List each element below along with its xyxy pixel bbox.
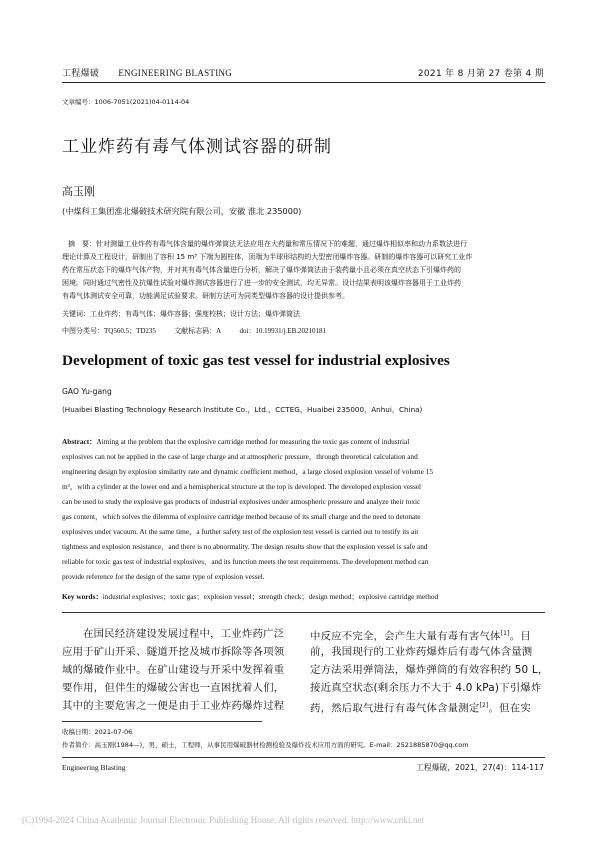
footer-rule [62, 757, 545, 758]
abstract-cn-line: 理论计算及工程设计，研制出了容积 15 m³ 下端为圆柱体，顶端为半球形结构的大型密闭爆炸容器。研制的爆炸容器可以研究工业炸 [62, 253, 473, 261]
abstract-cn-line: 有毒气体测试安全可靠，功能满足试验要求。研制方法可为同类型爆炸容器的设计提供参考。 [62, 292, 349, 300]
abstract-en-line: Abstract：Aiming at the problem that the explosive cartridge method for measuring the toxic gas content of industrial [62, 437, 410, 446]
abstract-en-line: explosives can not be applied in the case of large charge and at atmospheric pressure，through theoretical calculation and [62, 452, 418, 461]
doi-label: doi： [239, 327, 256, 335]
cnki-watermark: (C)1994-2024 China Academic Journal Electronic Publishing House. All rights reserved. http://www.cnki.net [22, 815, 425, 825]
article-number: 文章编号：1006-7051(2021)04-0114-04 [62, 98, 190, 106]
keywords-en: Key words：industrial explosives；toxic gas；explosion vessel；strength check；design method；explosive cartridge method [62, 592, 439, 601]
abstract-en-label: Abstract： [62, 437, 97, 446]
footer-left: Engineering Blasting [62, 763, 126, 772]
classification-line [62, 326, 544, 337]
abstract-cn-line: 摘 要：针对测量工业炸药有毒气体含量的爆炸弹筒法无法应用在大药量和常压情况下的难题，通过爆炸相似率和动力系数法进行 [68, 240, 467, 248]
body-right-line: 定方法采用弹筒法，爆炸弹筒的有效容积约 50 L， [310, 664, 549, 676]
clc-label: 中图分类号： [62, 327, 104, 335]
body-right-line: 药，然后取气进行有毒气体含量测定[2]。但在实 [310, 702, 531, 715]
abstract-rule [62, 612, 545, 613]
title-en: Development of toxic gas test vessel for industrial explosives [62, 352, 450, 369]
body-left-line: 在国民经济建设发展过程中，工业炸药广泛 [83, 628, 285, 640]
header-rule [62, 82, 545, 83]
body-right-line: 接近真空状态(剩余压力不大于 4.0 kPa)下引爆炸 [310, 682, 542, 694]
citation-ref[interactable]: [1] [500, 630, 510, 637]
author-bio: 作者简介：高玉刚(1984—)，男，硕士，工程师，从事民用爆破器材检测检验及爆炸技术应用方面的研究。E-mail：2521885870@qq.com [62, 741, 469, 749]
clc-value: TQ560.5；TD235 [104, 327, 156, 335]
doi-value: 10.19931/j.EB.20210181 [255, 327, 326, 335]
abstract-cn-line: 药在常压状态下的爆炸气体产物，并对其有毒气体含量进行分析，解决了爆炸弹筒法由于装药量小且必须在真空状态下引爆炸药的 [62, 266, 461, 274]
abstract-en-line: m³，with a cylinder at the lower end and a hemispherical structure at the top is developed. The developed explosion vessel [62, 482, 422, 491]
journal-name-en: ENGINEERING BLASTING [118, 68, 233, 78]
abstract-en-line: engineering design by explosion similarity rate and dynamic coefficient method，a large closed explosion vessel of volume 15 [62, 467, 433, 476]
abstract-en-line: can be used to study the explosive gas products of industrial explosives under atmospheric pressure and analyze their toxic [62, 497, 421, 506]
author-en: GAO Yu-gang [62, 387, 112, 396]
keywords-cn-label: 关键词： [62, 310, 90, 318]
abstract-en-line: explosives under vacuum. At the same time，a further safety test of the explosion test vessel is carried out to testify its air [62, 527, 419, 536]
body-right-line: 前，我国现行的工业炸药爆炸后有毒气体含量测 [310, 646, 533, 658]
body-left-line: 其中的主要危害之一便是由于工业炸药爆炸过程 [62, 700, 285, 712]
abstract-en-line: gas content，which solves the dilemma of explosive cartridge method because of its small charge and the need to detonate [62, 512, 421, 521]
citation-ref[interactable]: [2] [479, 702, 489, 709]
author-cn: 高玉刚 [62, 185, 95, 198]
running-header-left [62, 66, 232, 79]
abstract-cn-line: 困境。同时通过气密性及抗爆性试验对爆炸测试容器进行了进一步的安全测试，均无异常。设计结果表明该爆炸容器用于工业炸药 [62, 279, 461, 287]
keywords-cn: 关键词：工业炸药；有毒气体；爆炸容器；强度校核；设计方法；爆炸弹筒法 [62, 310, 300, 318]
footnote-rule [62, 721, 262, 722]
body-right-line: 中反应不完全，会产生大量有毒有害气体[1]。目 [310, 630, 531, 643]
abstract-en-line: provide reference for the design of the same type of explosion vessel. [62, 572, 265, 581]
doc-code-label: 文献标志码： [174, 327, 217, 335]
affiliation-en: (Huaibei Blasting Technology Research Institute Co.，Ltd.，CCTEG，Huaibei 235000，Anhui，China) [62, 405, 423, 414]
footer-right: 工程爆破，2021，27(4)：114-117 [416, 763, 544, 772]
body-left-line: 应用于矿山开采、隧道开挖及城市拆除等各项领 [62, 646, 285, 658]
issue-info: 2021 年 8 月第 27 卷第 4 期 [417, 69, 544, 79]
doc-code-value: A [216, 327, 222, 335]
abstract-en-line: tightness and explosion resistance，and there is no abnormality. The design results show that the explosion vessel is safe and [62, 542, 428, 551]
keywords-en-label: Key words： [62, 592, 103, 601]
title-cn: 工业炸药有毒气体测试容器的研制 [62, 137, 332, 157]
body-left-line: 域的爆破作业中。在矿山建设与开采中发挥着重 [62, 664, 285, 676]
affiliation-cn: (中煤科工集团淮北爆破技术研究院有限公司，安徽 淮北 235000) [62, 206, 302, 216]
journal-name-cn: 工程爆破 [62, 69, 100, 79]
abstract-cn-label: 摘 要： [68, 240, 96, 248]
body-left-line: 要作用，但伴生的爆破公害也一直困扰着人们， [62, 682, 285, 694]
abstract-en-line: reliable for toxic gas test of industrial explosives，and its function meets the test requirements. The development method can [62, 557, 429, 566]
received-date: 收稿日期：2021-07-06 [62, 728, 133, 736]
